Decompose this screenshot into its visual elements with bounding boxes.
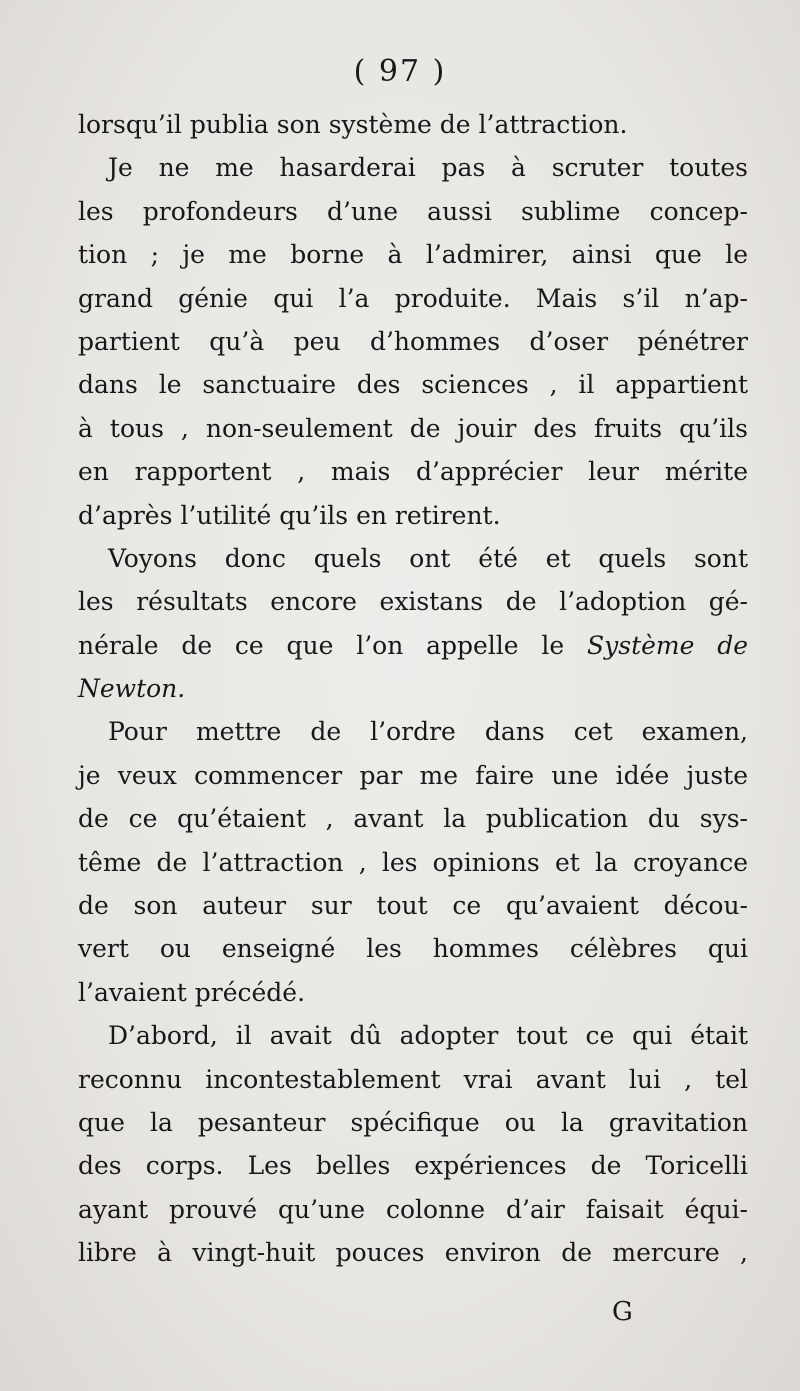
text-line-roman: de son auteur sur tout ce qu’avaient décou- [78,891,748,921]
signature-mark: G [612,1297,633,1327]
text-line-roman: grand génie qui l’a produite. Mais s’il n’ap- [78,283,748,313]
text-line-italic: Newton. [78,674,186,704]
text-line [78,103,748,146]
text-line-roman: reconnu incontestablement vrai avant lui , tel [78,1064,748,1094]
text-line [78,710,748,753]
text-line-roman: Voyons donc quels ont été et quels sont [108,543,748,573]
text-line [78,841,748,884]
text-line-roman: vert ou enseigné les hommes célèbres qui [78,934,748,964]
text-line-roman: que la pesanteur spécifique ou la gravitation [78,1107,748,1137]
text-line [78,494,748,537]
text-line-roman: d’après l’utilité qu’ils en retirent. [78,500,501,530]
text-line [78,146,748,189]
text-line-roman: à tous , non-seulement de jouir des fruits qu’ils [78,413,748,443]
text-line-roman: dans le sanctuaire des sciences , il appartient [78,370,748,400]
text-line-roman: de ce qu’étaient , avant la publication du sys- [78,804,748,834]
text-line [78,320,748,363]
text-line [78,1188,748,1231]
text-line [78,754,748,797]
text-line [78,667,748,710]
text-line-roman: partient qu’à peu d’hommes d’oser pénétrer [78,326,748,356]
text-line-roman: nérale de ce que l’on appelle le [78,630,587,660]
text-line-italic: Système de [586,630,748,660]
text-line-roman: les profondeurs d’une aussi sublime concep- [78,196,748,226]
text-line [78,797,748,840]
body-text [78,103,748,1275]
text-line [78,1101,748,1144]
page-number: ( 97 ) [353,54,447,89]
text-line-roman: Pour mettre de l’ordre dans cet examen, [108,717,748,747]
text-line-roman: lorsqu’il publia son système de l’attraction. [78,110,628,139]
text-line-roman: des corps. Les belles expériences de Toricelli [78,1151,748,1181]
text-line-roman: les résultats encore existans de l’adoption gé- [78,587,748,617]
text-line [78,1231,748,1274]
text-line [78,450,748,493]
text-line-roman: tême de l’attraction , les opinions et la croyance [78,847,748,877]
text-line [78,580,748,623]
text-line [78,363,748,406]
text-line [78,407,748,450]
text-line [78,1014,748,1057]
text-line [78,190,748,233]
text-line [78,1144,748,1187]
text-line-roman: l’avaient précédé. [78,977,306,1007]
text-line [78,537,748,580]
text-line [78,1058,748,1101]
text-line [78,233,748,276]
text-line [78,884,748,927]
text-line-roman: je veux commencer par me faire une idée juste [78,760,748,790]
text-line-roman: Je ne me hasarderai pas à scruter toutes [108,153,748,183]
text-line-roman: libre à vingt-huit pouces environ de mercure , [78,1238,748,1268]
text-line [78,277,748,320]
text-line [78,971,748,1014]
text-line-roman: en rapportent , mais d’apprécier leur mérite [78,457,748,487]
text-line-roman: D’abord, il avait dû adopter tout ce qui était [108,1021,748,1051]
text-line-roman: ayant prouvé qu’une colonne d’air faisait équi- [78,1194,748,1224]
text-line [78,624,748,667]
text-line [78,927,748,970]
text-line-roman: tion ; je me borne à l’admirer, ainsi que le [78,240,748,270]
